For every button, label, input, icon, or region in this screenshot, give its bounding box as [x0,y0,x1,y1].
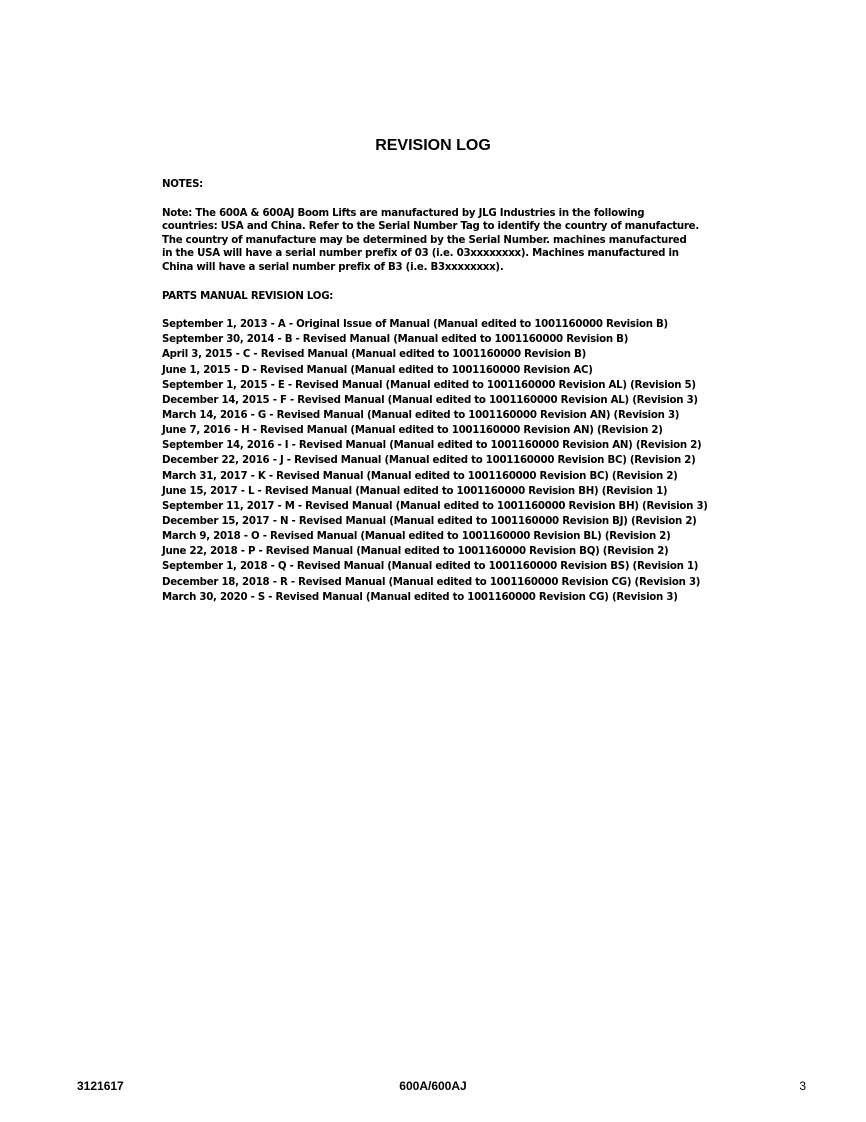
footer-model-name: 600A/600AJ [399,1079,467,1093]
revision-entry: September 1, 2013 - A - Original Issue of Manual (Manual edited to 1001160000 Revision B) [162,319,668,331]
footer-document-number: 3121617 [77,1079,124,1093]
revision-entry: September 1, 2015 - E - Revised Manual (Manual edited to 1001160000 Revision AL) (Revision 5) [162,379,696,391]
revision-entry: March 30, 2020 - S - Revised Manual (Manual edited to 1001160000 Revision CG) (Revision 3) [162,591,678,603]
revision-entry: June 22, 2018 - P - Revised Manual (Manual edited to 1001160000 Revision BQ) (Revision 2) [162,546,669,558]
notes-heading: NOTES: [162,179,204,190]
footer-page-number: 3 [799,1079,806,1093]
revision-entry: June 1, 2015 - D - Revised Manual (Manual edited to 1001160000 Revision AC) [162,364,593,376]
note-line: in the USA will have a serial number prefix of 03 (i.e. 03xxxxxxxx). Machines manufactured in [162,248,679,260]
revision-entry: June 15, 2017 - L - Revised Manual (Manual edited to 1001160000 Revision BH) (Revision 1) [162,485,668,497]
note-line: The country of manufacture may be determined by the Serial Number. machines manufactured [162,234,687,246]
page-title: REVISION LOG [375,137,491,154]
revision-entry: September 30, 2014 - B - Revised Manual (Manual edited to 1001160000 Revision B) [162,334,629,346]
revision-entry: April 3, 2015 - C - Revised Manual (Manual edited to 1001160000 Revision B) [162,349,586,361]
revision-entry: March 9, 2018 - O - Revised Manual (Manual edited to 1001160000 Revision BL) (Revision 2) [162,531,671,543]
revision-entry: March 14, 2016 - G - Revised Manual (Manual edited to 1001160000 Revision AN) (Revision 3) [162,410,680,421]
note-line: China will have a serial number prefix of B3 (i.e. B3xxxxxxxx). [162,261,504,273]
revision-log-heading: PARTS MANUAL REVISION LOG: [162,290,334,302]
revision-entry: September 14, 2016 - I - Revised Manual (Manual edited to 1001160000 Revision AN) (Revision 2) [162,440,702,452]
note-line: Note: The 600A & 600AJ Boom Lifts are manufactured by JLG Industries in the following [162,207,645,219]
page-content [162,178,762,605]
revision-entry: September 11, 2017 - M - Revised Manual (Manual edited to 1001160000 Revision BH) (Revision 3) [162,500,708,512]
revision-entry: December 18, 2018 - R - Revised Manual (Manual edited to 1001160000 Revision CG) (Revision 3) [162,576,701,588]
revision-entry: December 22, 2016 - J - Revised Manual (Manual edited to 1001160000 Revision BC) (Revision 2) [162,455,696,467]
revision-entry: December 14, 2015 - F - Revised Manual (Manual edited to 1001160000 Revision AL) (Revision 3) [162,394,698,406]
notes-paragraph [162,207,762,275]
note-line: countries: USA and China. Refer to the Serial Number Tag to identify the country of manufacture. [162,221,699,233]
revision-entry: June 7, 2016 - H - Revised Manual (Manual edited to 1001160000 Revision AN) (Revision 2) [162,425,663,437]
revision-entry: December 15, 2017 - N - Revised Manual (Manual edited to 1001160000 Revision BJ) (Revision 2) [162,515,697,527]
revision-entry: March 31, 2017 - K - Revised Manual (Manual edited to 1001160000 Revision BC) (Revision 2) [162,470,678,482]
revision-log-list [162,317,762,605]
revision-entry: September 1, 2018 - Q - Revised Manual (Manual edited to 1001160000 Revision BS) (Revision 1) [162,561,699,573]
